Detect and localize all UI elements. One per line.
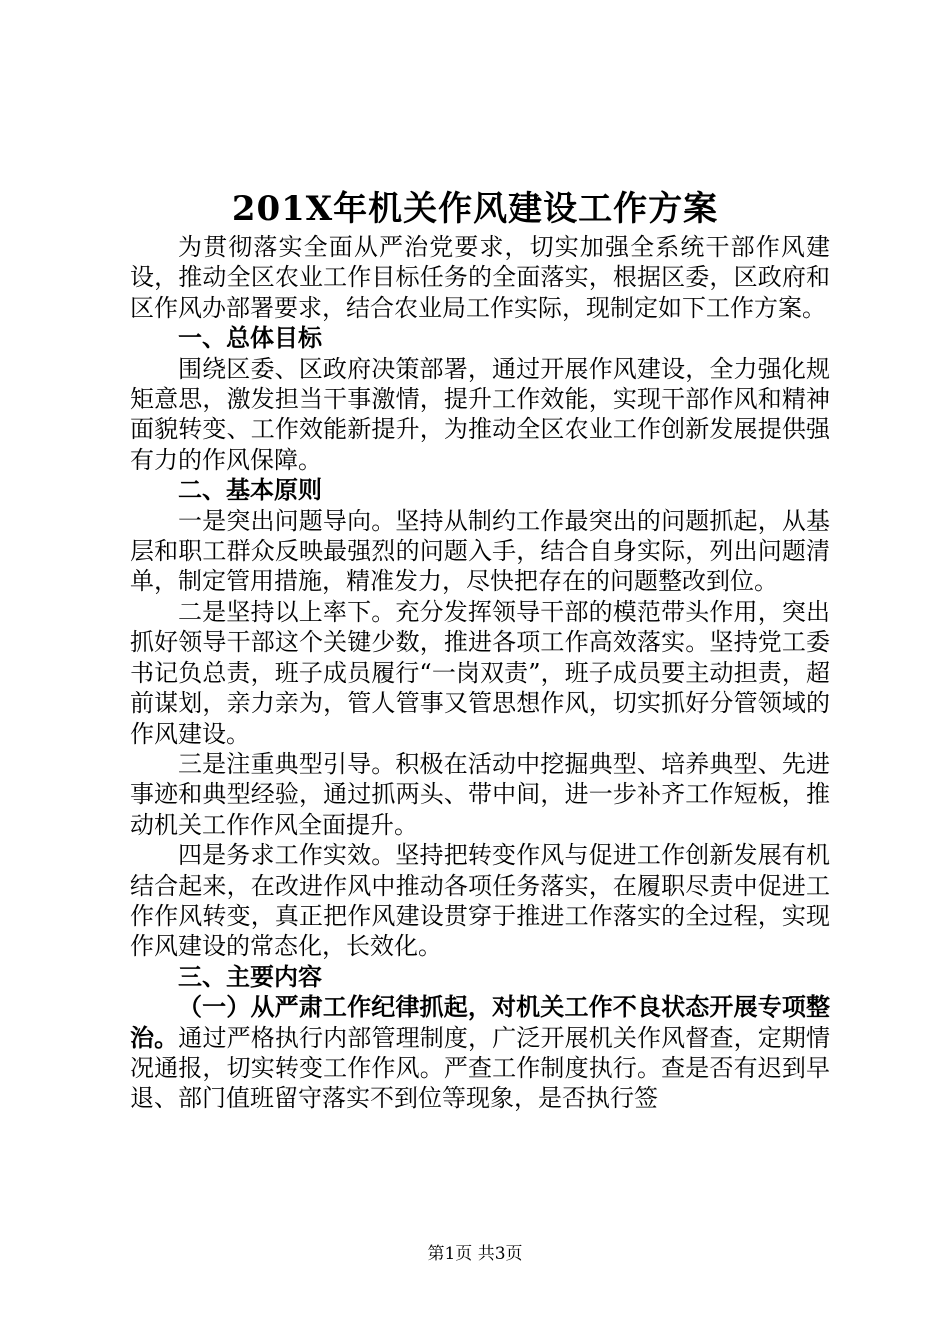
page-number: 第1页 [427, 1244, 473, 1264]
principle-paragraph-4: 四是务求工作实效。坚持把转变作风与促进工作创新发展有机结合起来，在改进作风中推动各项任务落实，在履职尽责中促进工作作风转变，真正把作风建设贯穿于推进工作落实的全过程，实现作风建设的常态化，长效化。 [130, 841, 830, 961]
document-title: 201X年机关作风建设工作方案 [231, 189, 719, 229]
section-heading-principles: 二、基本原则 [178, 475, 322, 505]
section-heading-content: 三、主要内容 [178, 961, 322, 991]
principle-paragraph-1: 一是突出问题导向。坚持从制约工作最突出的问题抓起，从基层和职工群众反映最强烈的问题入手，结合自身实际，列出问题清单，制定管用措施，精准发力，尽快把存在的问题整改到位。 [130, 506, 830, 596]
page-total: 共3页 [477, 1244, 523, 1264]
section-heading-goals: 一、总体目标 [178, 323, 322, 353]
content-item-1 [130, 992, 830, 1114]
principle-paragraph-3: 三是注重典型引导。积极在活动中挖掘典型、培养典型、先进事迹和典型经验，通过抓两头、带中间，进一步补齐工作短板，推动机关工作作风全面提升。 [130, 749, 830, 839]
intro-paragraph: 为贯彻落实全面从严治党要求，切实加强全系统干部作风建设，推动全区农业工作目标任务的全面落实，根据区委，区政府和区作风办部署要求，结合农业局工作实际，现制定如下工作方案。 [130, 233, 830, 322]
content-item-1-text: 通过严格执行内部管理制度，广泛开展机关作风督查，定期情况通报，切实转变工作作风。严查工作制度执行。查是否有迟到早退、部门值班留守落实不到位等现象，是否执行签 [130, 1023, 831, 1113]
document-body [130, 232, 830, 1114]
content-item-1-title: （一）从严肃工作纪律抓起，对机关工作不良状态开展专项整治。 [130, 992, 830, 1052]
principle-paragraph-2: 二是坚持以上率下。充分发挥领导干部的模范带头作用，突出抓好领导干部这个关键少数，推进各项工作高效落实。坚持党工委书记负总责，班子成员履行“一岗双责”，班子成员要主动担责，超前谋划，亲力亲为，管人管事又管思想作风，切实抓好分管领域的作风建设。 [130, 597, 830, 748]
page-footer [0, 1243, 950, 1265]
goals-paragraph: 围绕区委、区政府决策部署，通过开展作风建设，全力强化规矩意思，激发担当干事激情，提升工作效能，实现干部作风和精神面貌转变、工作效能新提升，为推动全区农业工作创新发展提供强有力的作风保障。 [130, 354, 830, 474]
